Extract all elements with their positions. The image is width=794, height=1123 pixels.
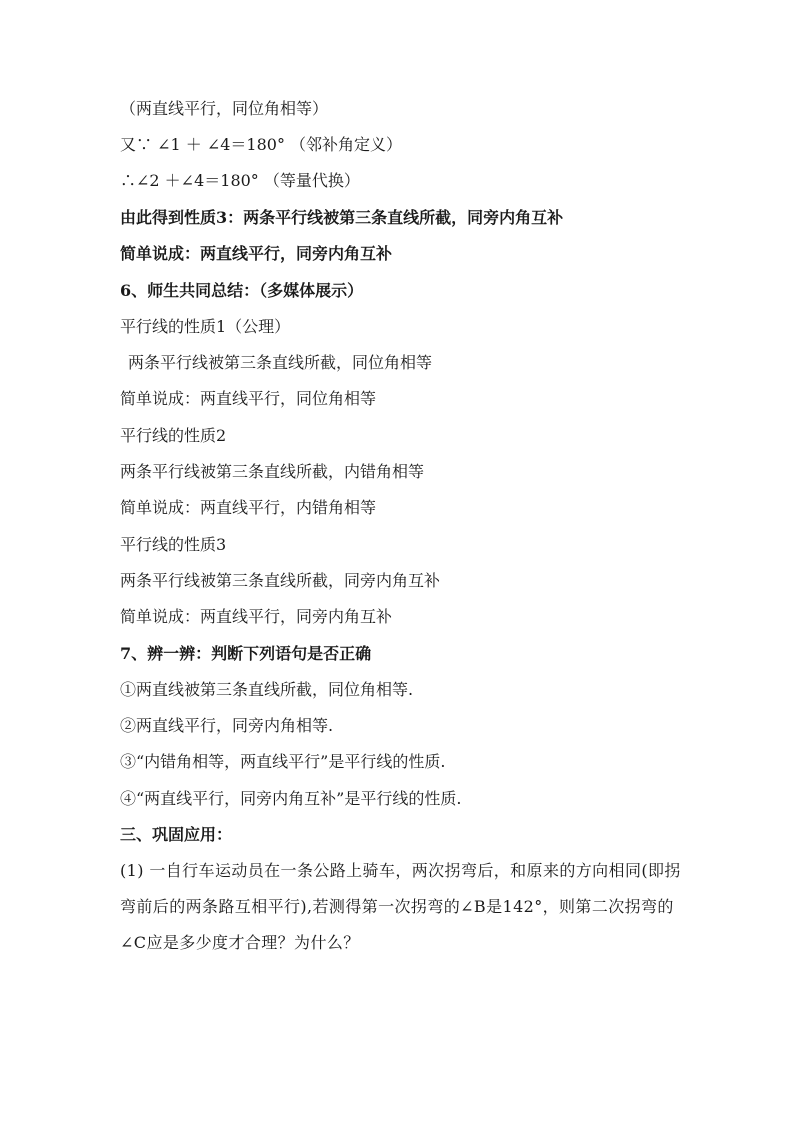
property-3-short-plain: 简单说成：两直线平行，同旁内角互补 (120, 607, 393, 626)
section-6-heading: 6、师生共同总结：（多媒体展示） (120, 281, 364, 300)
property-3-short: 简单说成：两直线平行，同旁内角互补 (120, 244, 393, 263)
property-3-statement-plain: 两条平行线被第三条直线所截，同旁内角互补 (120, 571, 441, 590)
property-2-title: 平行线的性质2 (120, 426, 227, 445)
section-3-heading: 三、巩固应用： (120, 825, 233, 844)
property-3-title: 平行线的性质3 (120, 535, 227, 554)
judge-item-2: ②两直线平行，同旁内角相等. (120, 716, 334, 735)
judge-item-1: ①两直线被第三条直线所截，同位角相等. (120, 680, 414, 699)
proof-line-2: 又∵ ∠1 ＋ ∠4＝180° （邻补角定义） (120, 135, 403, 154)
judge-item-3: ③“内错角相等，两直线平行”是平行线的性质. (120, 752, 446, 771)
proof-line-1: （两直线平行，同位角相等） (120, 99, 329, 118)
judge-item-4: ④“两直线平行，同旁内角互补”是平行线的性质. (120, 789, 462, 808)
property-3-statement: 由此得到性质3：两条平行线被第三条直线所截，同旁内角互补 (120, 208, 564, 227)
property-1-statement: 两条平行线被第三条直线所截，同位角相等 (128, 353, 433, 372)
property-2-short: 简单说成：两直线平行，内错角相等 (120, 498, 377, 517)
property-1-title: 平行线的性质1（公理） (120, 317, 291, 336)
proof-line-3: ∴∠2 ＋∠4＝180° （等量代换） (120, 171, 360, 190)
property-1-short: 简单说成：两直线平行，同位角相等 (120, 389, 377, 408)
section-7-heading: 7、辨一辨：判断下列语句是否正确 (120, 644, 372, 663)
property-2-statement: 两条平行线被第三条直线所截，内错角相等 (120, 462, 425, 481)
problem-1-text: (1) 一自行车运动员在一条公路上骑车，两次拐弯后，和原来的方向相同(即拐弯前后的两条路互相平行),若测得第一次拐弯的∠B是142°，则第二次拐弯的∠C应是多少度才合理？为什么？ (120, 861, 681, 952)
